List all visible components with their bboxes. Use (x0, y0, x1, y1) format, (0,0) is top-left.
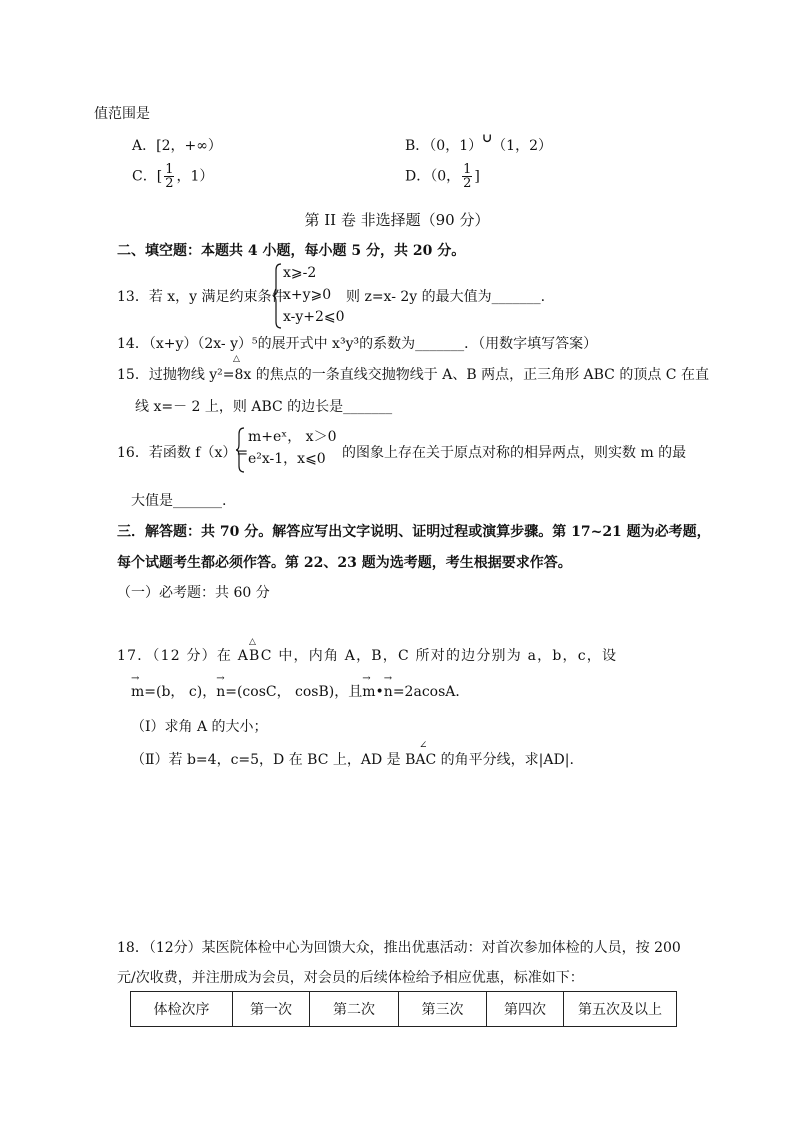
fraction-numerator: 1 (463, 162, 472, 177)
dot-product-value: =2acosA． (392, 684, 470, 700)
option-c-pre: C．[ (132, 168, 163, 185)
required-header: （一）必考题：共 60 分 (117, 585, 270, 601)
discount-table (130, 991, 677, 1027)
option-c-post: ，1） (176, 168, 214, 185)
table-row (131, 992, 677, 1027)
vector-m: → m (131, 684, 144, 700)
section3-line2: 每个试题考生都必须作答。第 22、23 题为选考题，考生根据要求作答。 (117, 555, 572, 571)
option-d-pre: D．（0， (405, 168, 461, 185)
q16-post: 的图象上存在关于原点对称的相异两点，则实数 m 的最 (342, 445, 687, 461)
option-b-pre: B．（0，1） (405, 138, 483, 154)
table-header-cell: 第一次 (233, 992, 310, 1027)
q16-pre: 16．若函数 f（x）= (117, 445, 249, 461)
q15-line1: 15．过抛物线 y²=8x 的焦点的一条直线交抛物线于 A、B 两点，正三角形 ABC 的顶点 C 在直 (117, 367, 709, 383)
fraction (462, 163, 472, 190)
vector-m: → m (362, 684, 375, 700)
q12-option-c (132, 163, 213, 190)
piecewise-brace (236, 426, 246, 474)
case-1: m+eˣ， x＞0 (248, 429, 337, 445)
q12-option-a: A．[2，+∞） (132, 138, 222, 154)
case-2: e²x-1，x⩽0 (248, 451, 326, 467)
q18-line2: 元/次收费，并注册成为会员，对会员的后续体检给予相应优惠，标准如下： (117, 970, 584, 986)
vector-n: → n (216, 684, 225, 700)
table-header-cell: 第四次 (487, 992, 564, 1027)
section2-header: 二、填空题：本题共 4 小题，每小题 5 分，共 20 分。 (117, 243, 466, 259)
fraction-denominator: 2 (165, 176, 174, 191)
q16-cases (248, 426, 336, 470)
q13-constraints (283, 262, 345, 328)
q17-line1: 17．（12 分）在 ABC 中，内角 A，B，C 所对的边分别为 a，b，c，设 (117, 648, 618, 664)
q13-post: 则 z=x- 2y 的最大值为_______. (346, 289, 546, 305)
vector-m-value: =(b， c)， (144, 684, 217, 700)
q17-vectors (131, 681, 469, 701)
q13-pre: 13．若 x，y 满足约束条件 (117, 289, 286, 305)
triangle-mark-icon: △ (233, 354, 240, 364)
q16-line2: 大值是_______. (131, 493, 227, 509)
constraint-2: x+y⩾0 (283, 287, 332, 303)
q12-option-d (405, 163, 480, 190)
table-header-cell: 第五次及以上 (564, 992, 677, 1027)
part2-title: 第 II 卷 非选择题（90 分） (304, 211, 490, 229)
option-b-post: （1，2） (492, 138, 552, 154)
vector-n: → n (384, 684, 393, 700)
q12-tail: 值范围是 (94, 106, 150, 122)
dot-operator: • (375, 684, 384, 700)
option-d-post: ] (474, 168, 480, 185)
triangle-mark-icon: △ (249, 637, 256, 647)
union-symbol: ∪ (482, 131, 493, 145)
table-header-cell: 第二次 (310, 992, 399, 1027)
table-header-cell: 第三次 (399, 992, 487, 1027)
vector-n-value: =(cosC， cosB)，且 (225, 684, 363, 700)
fraction-denominator: 2 (463, 176, 472, 191)
q18-line1: 18．（12分）某医院体检中心为回馈大众，推出优惠活动：对首次参加体检的人员，按 200 (117, 940, 681, 956)
q12-option-b (405, 131, 552, 155)
fraction-numerator: 1 (165, 162, 174, 177)
q14: 14．（x+y）（2x- y）⁵的展开式中 x³y³的系数为_______．（用数字填写答案） (117, 336, 598, 352)
section3-line1: 三．解答题：共 70 分。解答应写出文字说明、证明过程或演算步骤。第 17~21 题为必考题， (117, 524, 711, 540)
constraint-3: x-y+2⩽0 (283, 309, 345, 325)
table-header-cell: 体检次序 (131, 992, 233, 1027)
q17-part1: （Ⅰ）求角 A 的大小； (131, 719, 268, 735)
constraint-1: x⩾-2 (283, 265, 317, 281)
q15-line2: 线 x=－ 2 上，则 ABC 的边长是_______ (135, 399, 393, 415)
angle-mark-icon: ∠ (419, 740, 428, 751)
system-brace (273, 262, 283, 330)
fraction (164, 163, 174, 190)
q17-part2: （Ⅱ）若 b=4，c=5，D 在 BC 上，AD 是 BAC 的角平分线，求|AD|. (131, 752, 574, 768)
